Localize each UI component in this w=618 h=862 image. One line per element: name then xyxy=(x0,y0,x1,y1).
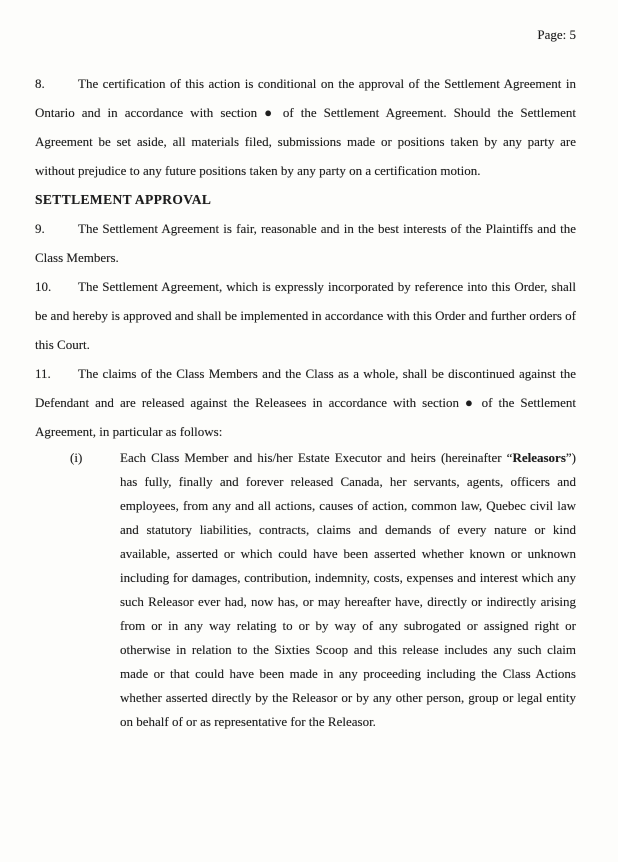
paragraph-10 xyxy=(35,272,576,359)
paragraph-9 xyxy=(35,214,576,272)
paragraph-11 xyxy=(35,359,576,446)
paragraph-number: 9. xyxy=(35,221,45,236)
subparagraph-text-before-term: Each Class Member and his/her Estate Executor and heirs (hereinafter “ xyxy=(120,450,513,465)
paragraph-number: 10. xyxy=(35,279,52,294)
paragraph-text: The certification of this action is conditional on the approval of the Settlement Agreement in Ontario and in accordance with section ● of the Settlement Agreement. Should the Settlement Agreement be set aside, all materials filed, submissions made or positions taken by any party are without prejudice to any future positions taken by any party on a certification motion. xyxy=(35,76,576,178)
paragraph-number: 11. xyxy=(35,366,51,381)
page-number: Page: 5 xyxy=(537,27,576,42)
paragraph-number: 8. xyxy=(35,76,45,91)
defined-term-releasors: Releasors xyxy=(512,450,566,465)
subparagraph-text-after-term: ”) has fully, finally and forever released Canada, her servants, agents, officers and employees, from any and all actions, causes of action, common law, Quebec civil law and statutory liabilities, contracts, claims and demands of every nature or kind available, asserted or which could have been asserted whether known or unknown including for damages, contribution, indemnity, costs, expenses and interest which any such Releasor ever had, now has, or may hereafter have, directly or indirectly arising from or in any way relating to or by way of any subrogated or assigned right or otherwise in relation to the Sixties Scoop and this release includes any such claim made or that could have been made in any proceeding including the Class Actions whether asserted directly by the Releasor or by any other person, group or legal entity on behalf of or as representative for the Releasor. xyxy=(120,450,576,729)
paragraph-8 xyxy=(35,69,576,185)
subparagraph-label: (i) xyxy=(70,450,83,465)
paragraph-text: The claims of the Class Members and the Class as a whole, shall be discontinued against the Defendant and are released against the Releasees in accordance with section ● of the Settlement Agreement, in particular as follows: xyxy=(35,366,576,439)
paragraph-text: The Settlement Agreement, which is expressly incorporated by reference into this Order, shall be and hereby is approved and shall be implemented in accordance with this Order and further orders of this Court. xyxy=(35,279,576,352)
subparagraph-i xyxy=(35,446,576,734)
section-heading: SETTLEMENT APPROVAL xyxy=(35,192,212,207)
paragraph-text: The Settlement Agreement is fair, reasonable and in the best interests of the Plaintiffs and the Class Members. xyxy=(35,221,576,265)
